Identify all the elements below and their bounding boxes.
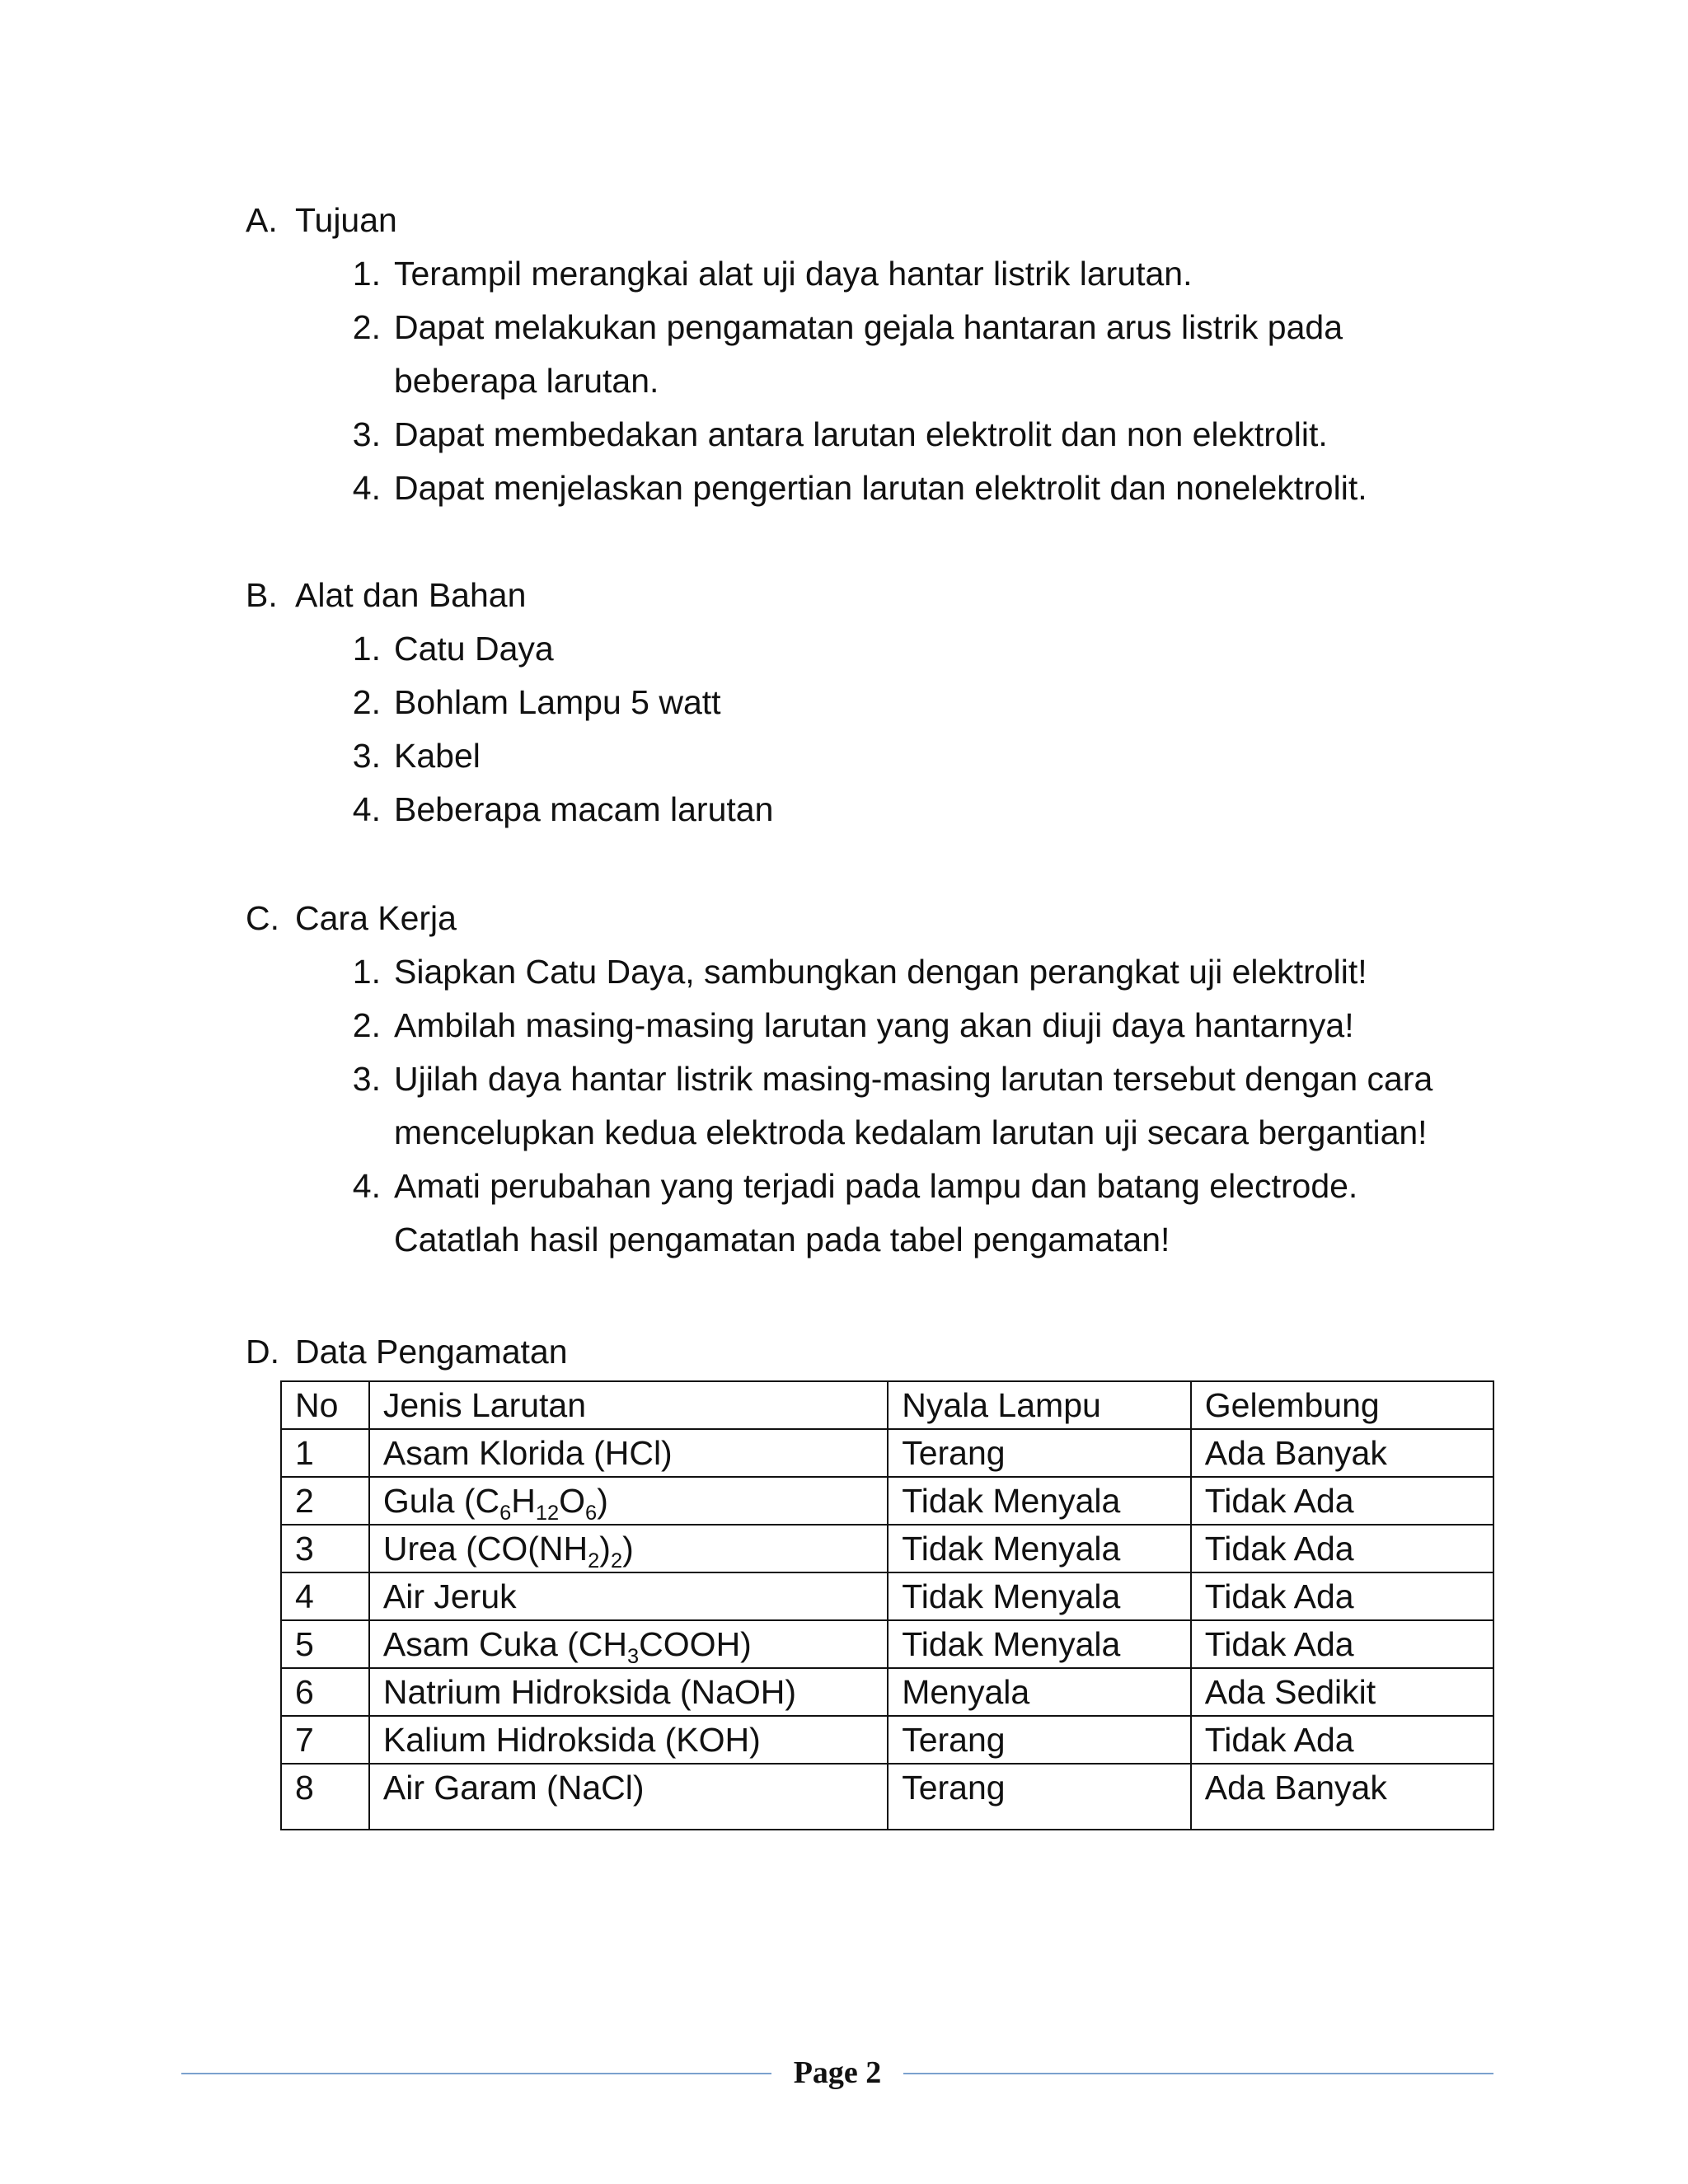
- cell-nyala-lampu: Tidak Menyala: [888, 1620, 1191, 1668]
- list-item: 4. Dapat menjelaskan pengertian larutan elektrolit dan nonelektrolit.: [352, 469, 1367, 507]
- column-header: Gelembung: [1191, 1381, 1493, 1429]
- table-row: [281, 1668, 1493, 1716]
- cell-no: 1: [281, 1429, 369, 1477]
- cell-jenis-larutan: Air Jeruk: [369, 1572, 888, 1620]
- list-item: 1. Siapkan Catu Daya, sambungkan dengan perangkat uji elektrolit!: [352, 953, 1367, 991]
- page-number: Page 2: [793, 2055, 882, 2090]
- cell-gelembung: Tidak Ada: [1191, 1572, 1493, 1620]
- list-item: 3. Dapat membedakan antara larutan elektrolit dan non elektrolit.: [352, 415, 1328, 453]
- column-header: Jenis Larutan: [369, 1381, 888, 1429]
- cell-no: 8: [281, 1764, 369, 1830]
- column-header: No: [281, 1381, 369, 1429]
- cell-nyala-lampu: Terang: [888, 1764, 1191, 1830]
- table-row: [281, 1429, 1493, 1477]
- list-item: 4. Amati perubahan yang terjadi pada lampu dan batang electrode. Catatlah hasil pengamatan pada tabel pengamatan!: [352, 1167, 1358, 1258]
- cell-jenis-larutan: Gula $(C_6H_{12}O_6)$: [369, 1477, 888, 1525]
- cell-no: 3: [281, 1525, 369, 1572]
- cell-nyala-lampu: Terang: [888, 1429, 1191, 1477]
- table-row: [281, 1716, 1493, 1764]
- observation-table: [280, 1380, 1494, 1830]
- table-row: [281, 1477, 1493, 1525]
- cell-gelembung: Ada Banyak: [1191, 1764, 1493, 1830]
- section-title: Cara Kerja: [295, 899, 457, 937]
- cell-gelembung: Ada Sedikit: [1191, 1668, 1493, 1716]
- cell-no: 2: [281, 1477, 369, 1525]
- section-letter: B.: [246, 576, 278, 614]
- section-letter: D.: [246, 1333, 279, 1371]
- cell-gelembung: Ada Banyak: [1191, 1429, 1493, 1477]
- cell-nyala-lampu: Tidak Menyala: [888, 1572, 1191, 1620]
- section-title: Data Pengamatan: [295, 1333, 568, 1371]
- alat-bahan-list: [246, 622, 1498, 837]
- section-heading: [246, 569, 1498, 622]
- table-row: [281, 1525, 1493, 1572]
- list-item: 4. Beberapa macam larutan: [352, 790, 774, 828]
- cell-nyala-lampu: Tidak Menyala: [888, 1525, 1191, 1572]
- list-item: 1. Terampil merangkai alat uji daya hantar listrik larutan.: [352, 255, 1193, 293]
- cell-jenis-larutan: Kalium Hidroksida (KOH): [369, 1716, 888, 1764]
- table-row: [281, 1620, 1493, 1668]
- cell-jenis-larutan: Urea $(CO(NH_2)_2)$: [369, 1525, 888, 1572]
- table-row: [281, 1764, 1493, 1830]
- cell-gelembung: Tidak Ada: [1191, 1525, 1493, 1572]
- section-title: Tujuan: [295, 201, 397, 239]
- cell-gelembung: Tidak Ada: [1191, 1477, 1493, 1525]
- table-row: [281, 1572, 1493, 1620]
- cell-jenis-larutan: Asam Cuka $(CH_3COOH)$: [369, 1620, 888, 1668]
- list-item: 3. Ujilah daya hantar listrik masing-masing larutan tersebut dengan cara mencelupkan kedua elektroda kedalam larutan uji secara bergantian!: [352, 1060, 1433, 1151]
- section-cara-kerja: [246, 892, 1498, 1267]
- section-heading: [246, 892, 1498, 945]
- list-item: 2. Bohlam Lampu 5 watt: [352, 683, 721, 721]
- cell-jenis-larutan: Asam Klorida (HCl): [369, 1429, 888, 1477]
- cell-jenis-larutan: Natrium Hidroksida (NaOH): [369, 1668, 888, 1716]
- cell-no: 6: [281, 1668, 369, 1716]
- column-header: Nyala Lampu: [888, 1381, 1191, 1429]
- table-header-row: [281, 1381, 1493, 1429]
- cell-nyala-lampu: Menyala: [888, 1668, 1191, 1716]
- cell-jenis-larutan: Air Garam (NaCl): [369, 1764, 888, 1830]
- section-heading: [246, 194, 1498, 247]
- section-heading: [246, 1325, 1498, 1379]
- cell-gelembung: Tidak Ada: [1191, 1620, 1493, 1668]
- list-item: 3. Kabel: [352, 737, 481, 775]
- cell-no: 7: [281, 1716, 369, 1764]
- section-title: Alat dan Bahan: [295, 576, 527, 614]
- cara-kerja-list: [246, 945, 1498, 1267]
- section-alat-bahan: [246, 569, 1498, 837]
- cell-no: 4: [281, 1572, 369, 1620]
- list-item: 2. Ambilah masing-masing larutan yang akan diuji daya hantarnya!: [352, 1006, 1354, 1044]
- list-item: 2. Dapat melakukan pengamatan gejala hantaran arus listrik pada beberapa larutan.: [352, 308, 1343, 400]
- cell-nyala-lampu: Terang: [888, 1716, 1191, 1764]
- cell-nyala-lampu: Tidak Menyala: [888, 1477, 1191, 1525]
- cell-gelembung: Tidak Ada: [1191, 1716, 1493, 1764]
- section-letter: C.: [246, 899, 279, 937]
- table-body: [281, 1429, 1493, 1830]
- section-tujuan: [246, 194, 1498, 515]
- cell-no: 5: [281, 1620, 369, 1668]
- section-data-pengamatan: [246, 1325, 1498, 1379]
- tujuan-list: [246, 247, 1498, 515]
- page-footer: [181, 2052, 1493, 2093]
- list-item: 1. Catu Daya: [352, 630, 554, 668]
- section-letter: A.: [246, 201, 278, 239]
